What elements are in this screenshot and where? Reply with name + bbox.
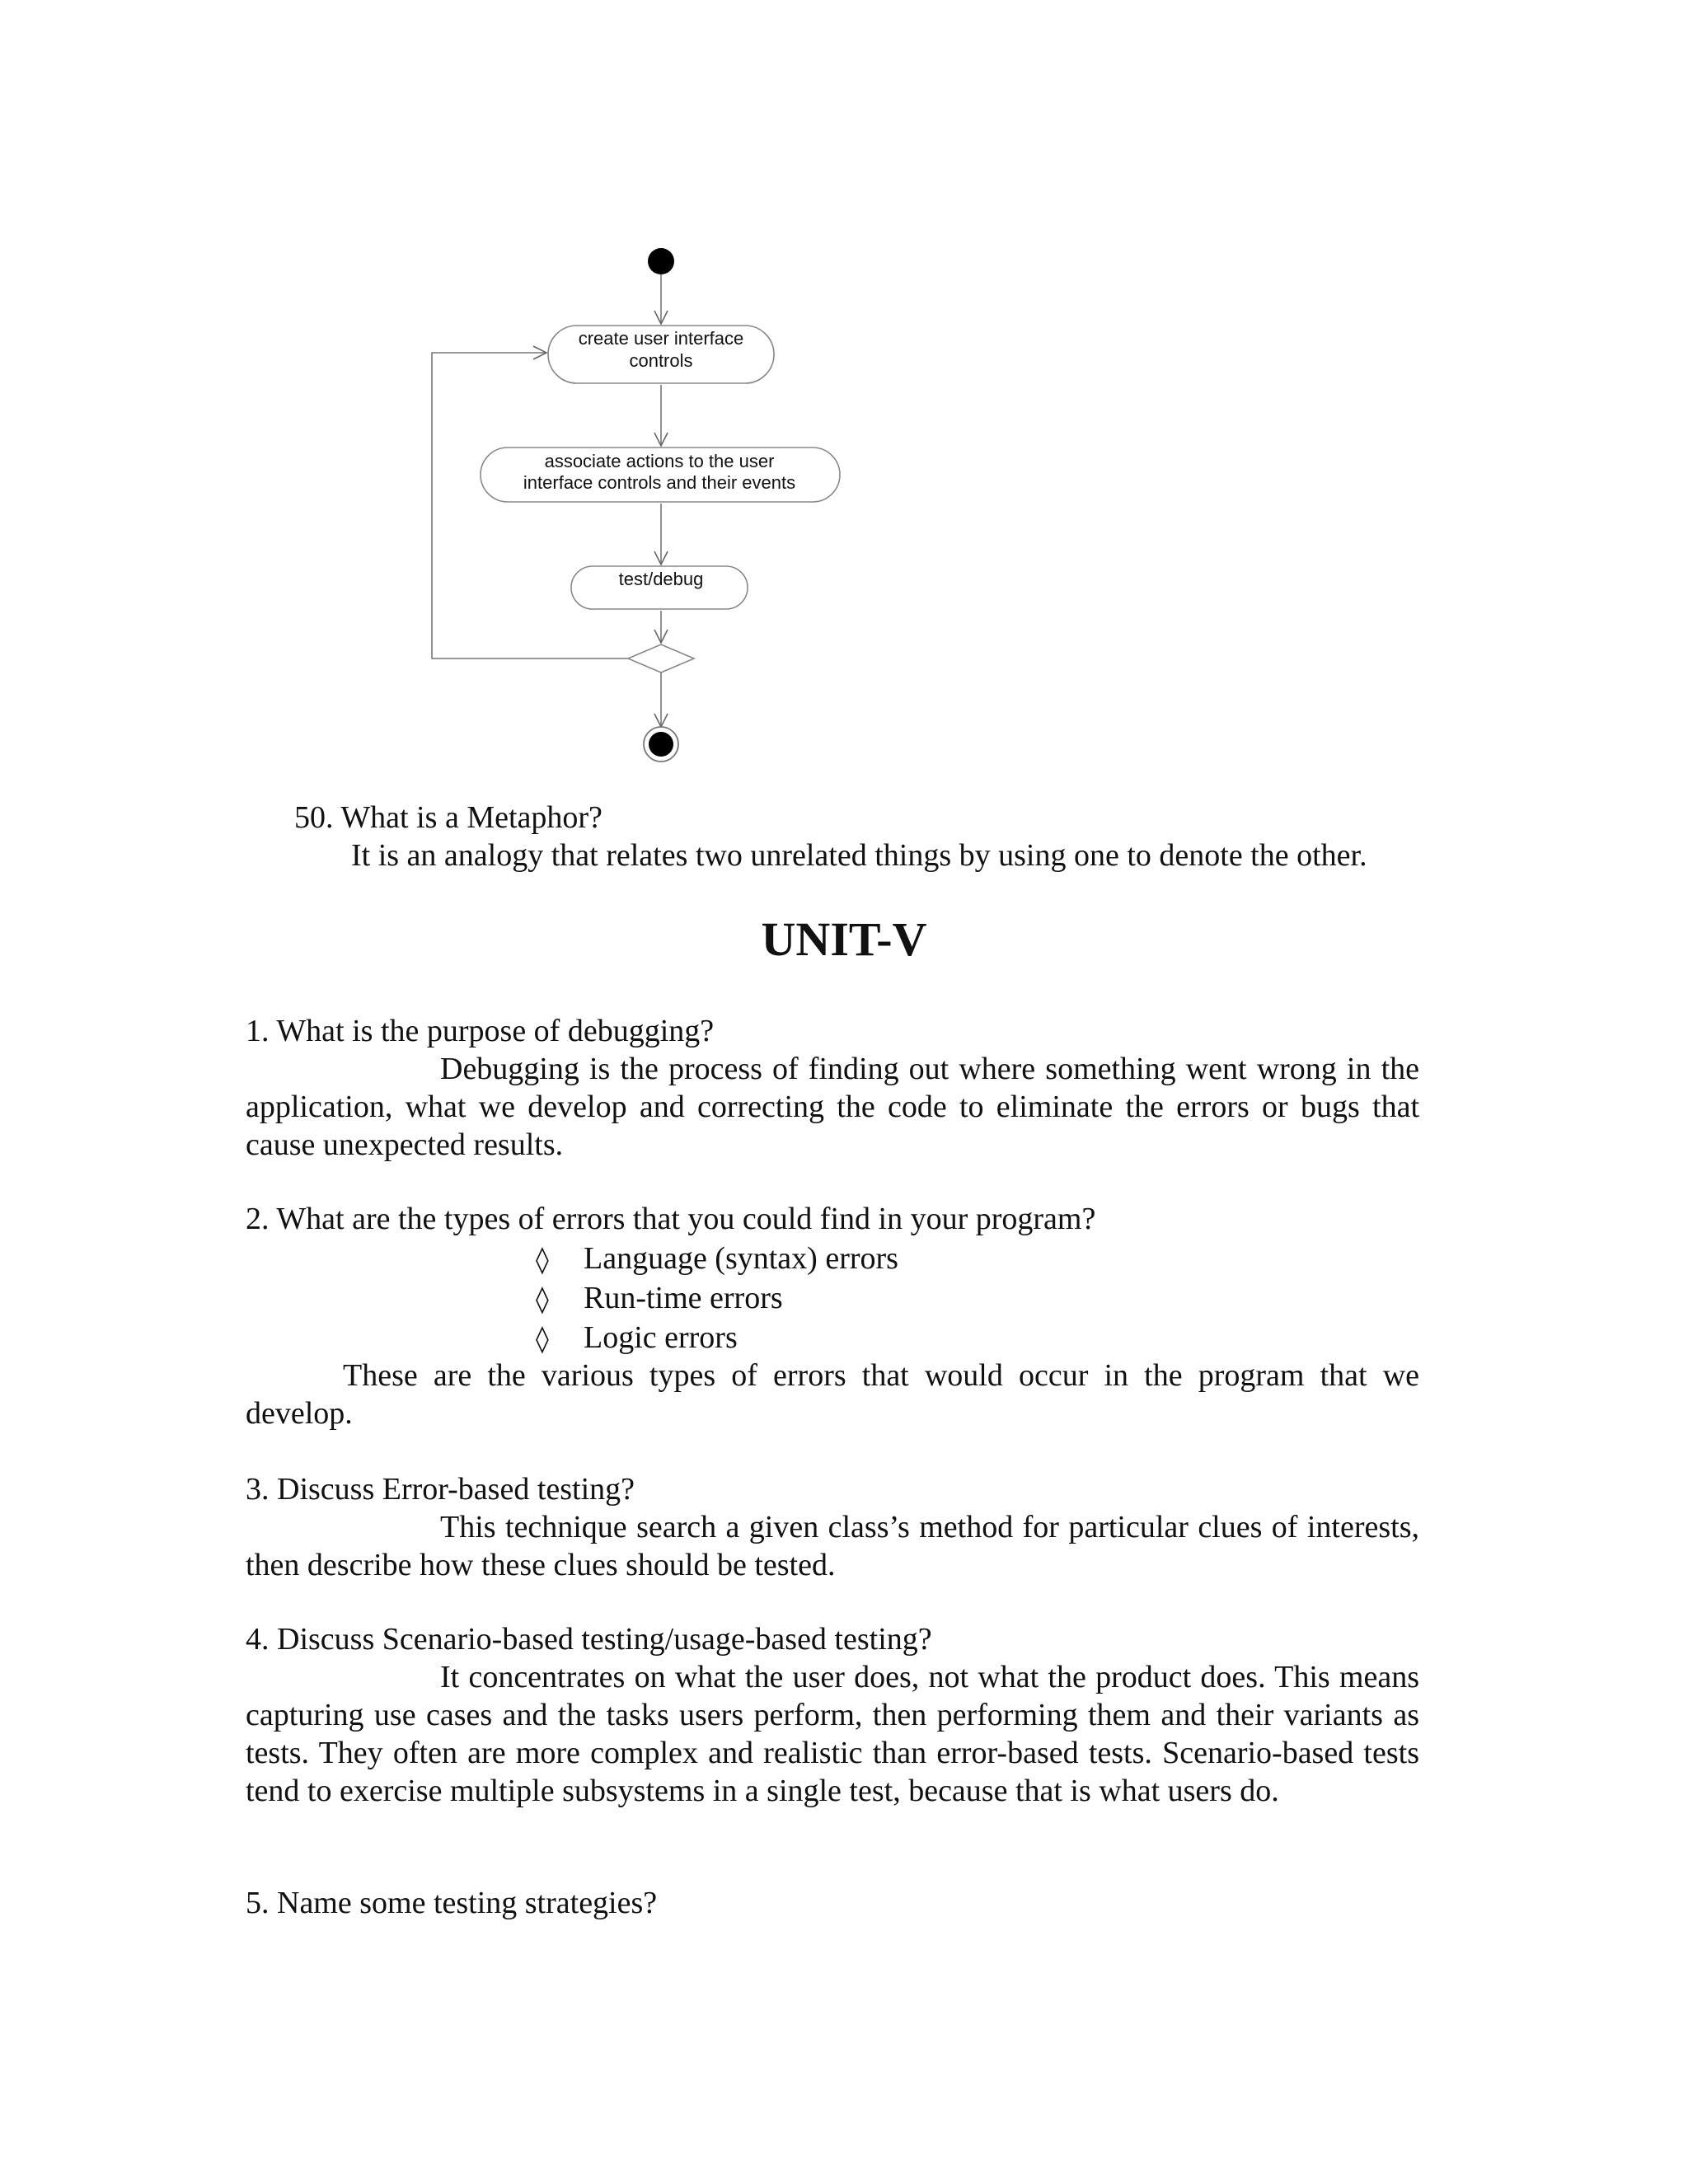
unit-heading: UNIT-V (761, 912, 927, 966)
decision-node (628, 644, 694, 673)
q2-answer: These are the various types of errors that would occur in the program that we develop. (246, 1358, 1419, 1431)
initial-node (648, 248, 674, 274)
q4-question: 4. Discuss Scenario-based testing/usage-based testing? (246, 1622, 932, 1657)
q4-answer: It concentrates on what the user does, not what the product does. This means capturing use cases and the tasks users perform, then performing them and their variants as tests. They often are more complex and realistic than error-based tests. Scenario-based tests tend to exercise multiple subsystems in a single test, because that is what users do. (246, 1660, 1419, 1808)
error-type-logic: Logic errors (584, 1320, 738, 1355)
list-item (536, 1279, 783, 1318)
error-type-runtime: Run-time errors (584, 1281, 783, 1315)
activity-label-2b: interface controls and their events (523, 472, 796, 493)
q50-answer: It is an analogy that relates two unrelated things by using one to denote the other. (351, 838, 1367, 873)
activity-label-1b: controls (629, 350, 693, 371)
q50-question: 50. What is a Metaphor? (294, 800, 603, 835)
q2-question: 2. What are the types of errors that you could find in your program? (246, 1202, 1096, 1236)
diamond-bullet-icon: ◊ (536, 1323, 549, 1354)
activity-label-3: test/debug (618, 569, 704, 589)
diamond-bullet-icon: ◊ (536, 1283, 549, 1315)
q1-question: 1. What is the purpose of debugging? (246, 1014, 715, 1048)
q3-answer: This technique search a given class’s method for particular clues of interests, then describe how these clues should be tested. (246, 1510, 1419, 1582)
q1-answer: Debugging is the process of finding out where something went wrong in the application, what we develop and correcting the code to eliminate the errors or bugs that cause unexpected results. (246, 1052, 1419, 1162)
activity-label-2a: associate actions to the user (544, 451, 775, 471)
list-item (536, 1319, 738, 1357)
activity-diagram (0, 0, 1688, 791)
q3-question: 3. Discuss Error-based testing? (246, 1472, 635, 1507)
diamond-bullet-icon: ◊ (536, 1244, 549, 1275)
final-node (649, 732, 673, 757)
q5-question: 5. Name some testing strategies? (246, 1886, 658, 1920)
list-item (536, 1240, 898, 1278)
error-type-syntax: Language (syntax) errors (584, 1241, 898, 1276)
loop-back-edge (432, 353, 628, 658)
activity-label-1a: create user interface (578, 328, 744, 349)
